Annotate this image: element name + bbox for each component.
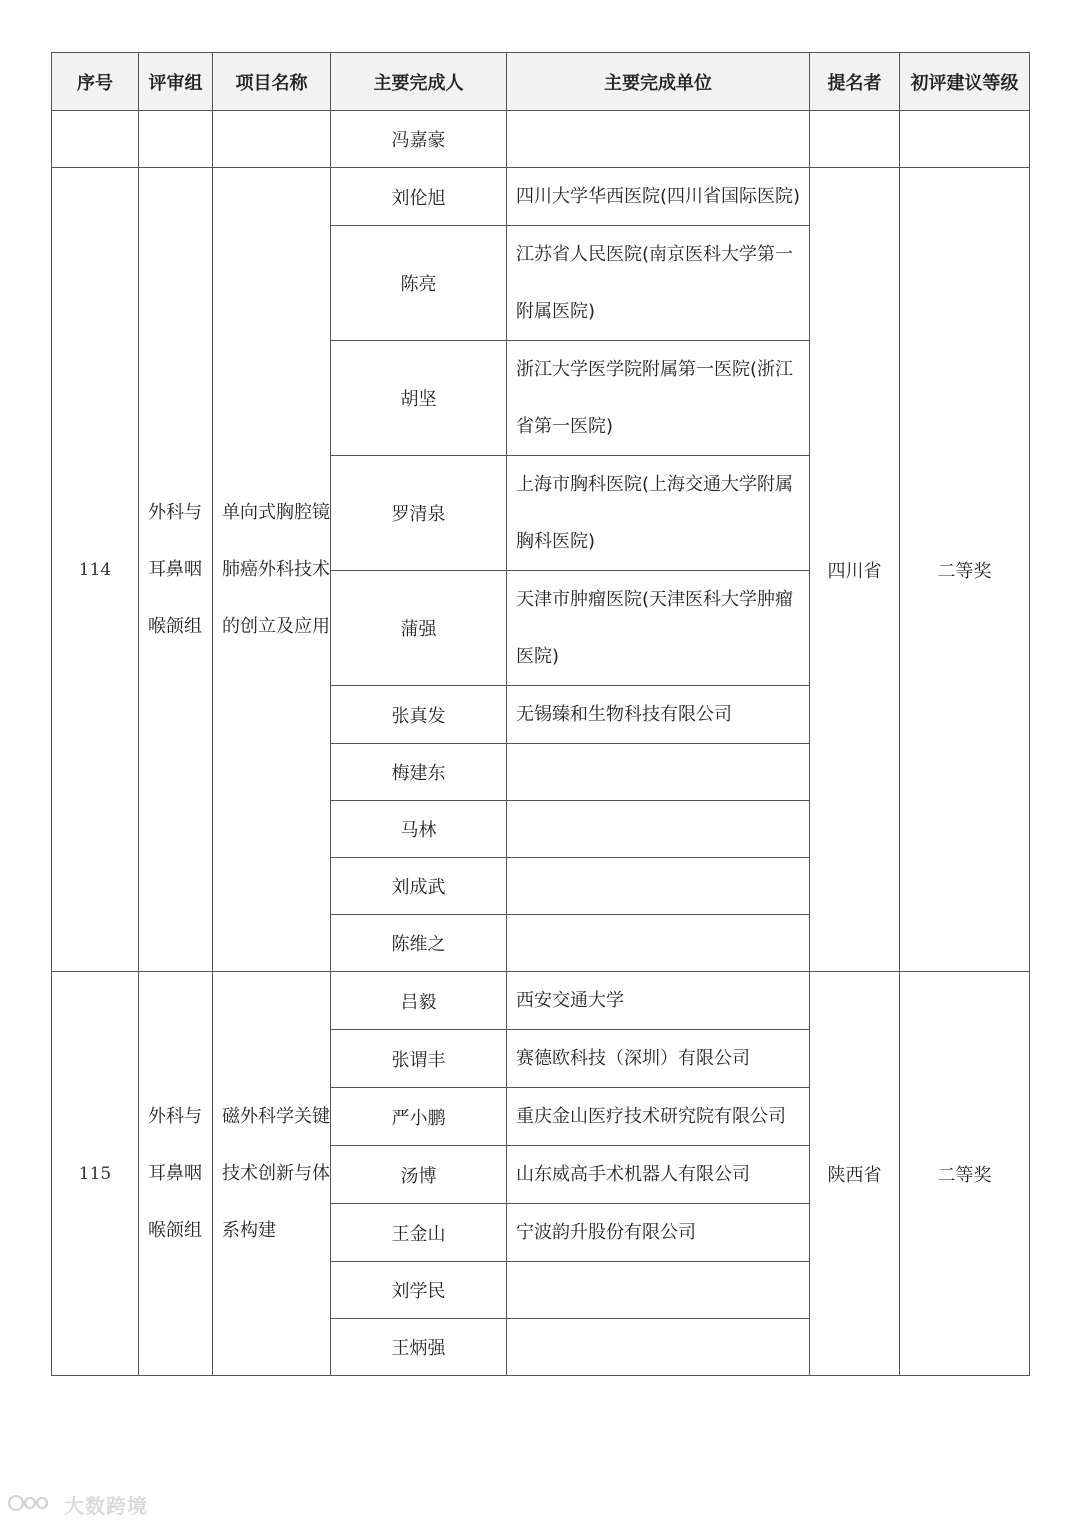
person-cell: 胡坚 [331,341,507,456]
person-cell: 刘伦旭 [331,168,507,226]
person-cell: 冯嘉豪 [331,111,507,168]
person-cell: 刘成武 [331,858,507,915]
index-cell: 115 [52,972,139,1376]
person-cell: 严小鹏 [331,1088,507,1146]
header-project: 项目名称 [213,53,331,111]
group-cell [139,972,213,1376]
unit-cell [507,1319,810,1376]
person-cell: 马林 [331,801,507,858]
project-cell [213,111,331,168]
unit-cell: 无锡臻和生物科技有限公司 [507,686,810,744]
project-cell [213,972,331,1376]
person-cell: 张真发 [331,686,507,744]
header-group: 评审组 [139,53,213,111]
unit-cell: 山东威高手术机器人有限公司 [507,1146,810,1204]
nominator-cell: 四川省 [810,168,900,972]
unit-cell: 江苏省人民医院(南京医科大学第一附属医院) [507,226,810,341]
unit-cell: 天津市肿瘤医院(天津医科大学肿瘤医院) [507,571,810,686]
nominator-cell [810,111,900,168]
group-text: 外科与耳鼻咽喉颌组 [148,502,202,637]
unit-cell [507,1262,810,1319]
header-level: 初评建议等级 [900,53,1030,111]
unit-cell: 西安交通大学 [507,972,810,1030]
unit-cell: 四川大学华西医院(四川省国际医院) [507,168,810,226]
person-cell: 罗清泉 [331,456,507,571]
unit-cell: 浙江大学医学院附属第一医院(浙江省第一医院) [507,341,810,456]
header-index: 序号 [52,53,139,111]
person-cell: 吕毅 [331,972,507,1030]
unit-cell [507,858,810,915]
index-cell: 114 [52,168,139,972]
index-cell [52,111,139,168]
unit-cell: 重庆金山医疗技术研究院有限公司 [507,1088,810,1146]
person-cell: 张谓丰 [331,1030,507,1088]
project-text: 单向式胸腔镜肺癌外科技术的创立及应用 [222,502,330,637]
logo-icon [8,1493,50,1518]
unit-cell [507,801,810,858]
watermark [8,1490,148,1519]
table-row [52,972,1030,1030]
awards-table [51,52,1030,1376]
level-cell: 二等奖 [900,168,1030,972]
unit-cell: 宁波韵升股份有限公司 [507,1204,810,1262]
person-cell: 陈维之 [331,915,507,972]
project-cell [213,168,331,972]
level-cell [900,111,1030,168]
header-nominator: 提名者 [810,53,900,111]
unit-cell: 赛德欧科技（深圳）有限公司 [507,1030,810,1088]
header-units: 主要完成单位 [507,53,810,111]
person-cell: 王金山 [331,1204,507,1262]
group-cell [139,168,213,972]
person-cell: 王炳强 [331,1319,507,1376]
person-cell: 梅建东 [331,744,507,801]
group-cell [139,111,213,168]
unit-cell [507,744,810,801]
nominator-cell: 陕西省 [810,972,900,1376]
header-persons: 主要完成人 [331,53,507,111]
unit-cell: 上海市胸科医院(上海交通大学附属胸科医院) [507,456,810,571]
unit-cell [507,915,810,972]
person-cell: 陈亮 [331,226,507,341]
level-cell: 二等奖 [900,972,1030,1376]
person-cell: 蒲强 [331,571,507,686]
table-row [52,111,1030,168]
group-text: 外科与耳鼻咽喉颌组 [148,1106,202,1241]
header-row [52,53,1030,111]
unit-cell [507,111,810,168]
person-cell: 汤博 [331,1146,507,1204]
project-text: 磁外科学关键技术创新与体系构建 [222,1106,330,1241]
watermark-text: 大数跨境 [63,1494,148,1518]
person-cell: 刘学民 [331,1262,507,1319]
